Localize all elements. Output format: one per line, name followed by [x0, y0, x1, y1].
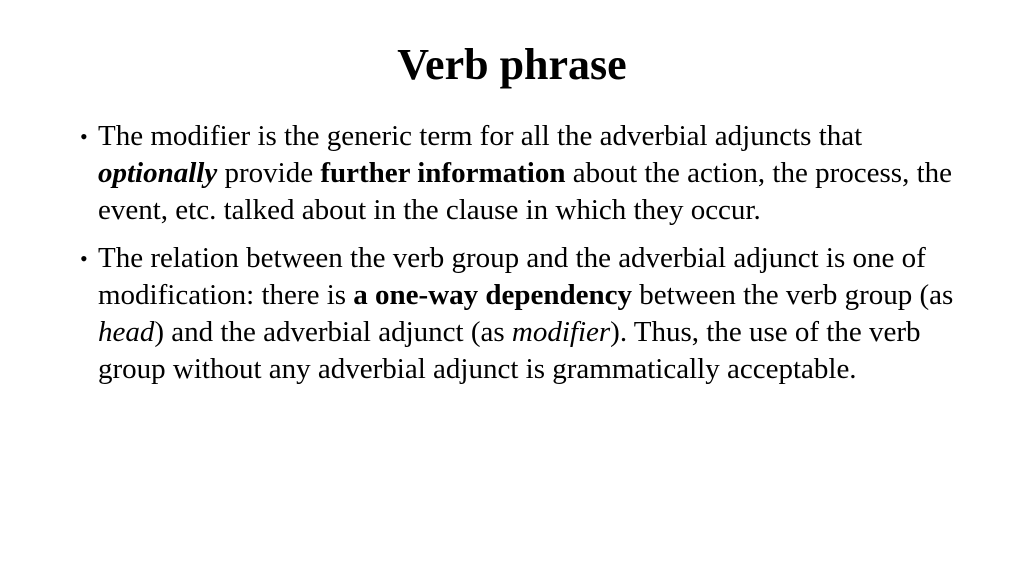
emphasis-modifier: modifier: [511, 316, 611, 348]
bullet-marker: •: [80, 124, 88, 149]
emphasis-head: head: [98, 316, 155, 348]
bullet-text: between the verb group (as: [632, 279, 954, 311]
bullet-text: provide: [217, 157, 321, 189]
bullet-marker: •: [80, 246, 88, 271]
bullet-text: about the action, the process, the event, etc. talked about in the clause in which they occur.: [98, 157, 953, 226]
bullet-text: The relation between the verb group and the adverbial adjunct is one of modification: there is: [98, 242, 926, 311]
bullet-text: ) and the adverbial adjunct (as: [154, 316, 512, 348]
bullet-item-modification-relation: [80, 240, 960, 388]
emphasis-one-way-dependency: a one-way dependency: [353, 279, 633, 311]
emphasis-optionally: optionally: [98, 157, 218, 189]
emphasis-further-information: further information: [320, 157, 566, 189]
bullet-text: The modifier is the generic term for all the adverbial adjuncts that: [98, 120, 863, 152]
bullet-text: ). Thus, the use of the verb group without any adverbial adjunct is grammatically acceptable.: [98, 316, 921, 385]
bullet-list: [80, 118, 960, 399]
slide-title: Verb phrase: [397, 40, 627, 89]
bullet-item-modifier-definition: [80, 118, 960, 229]
